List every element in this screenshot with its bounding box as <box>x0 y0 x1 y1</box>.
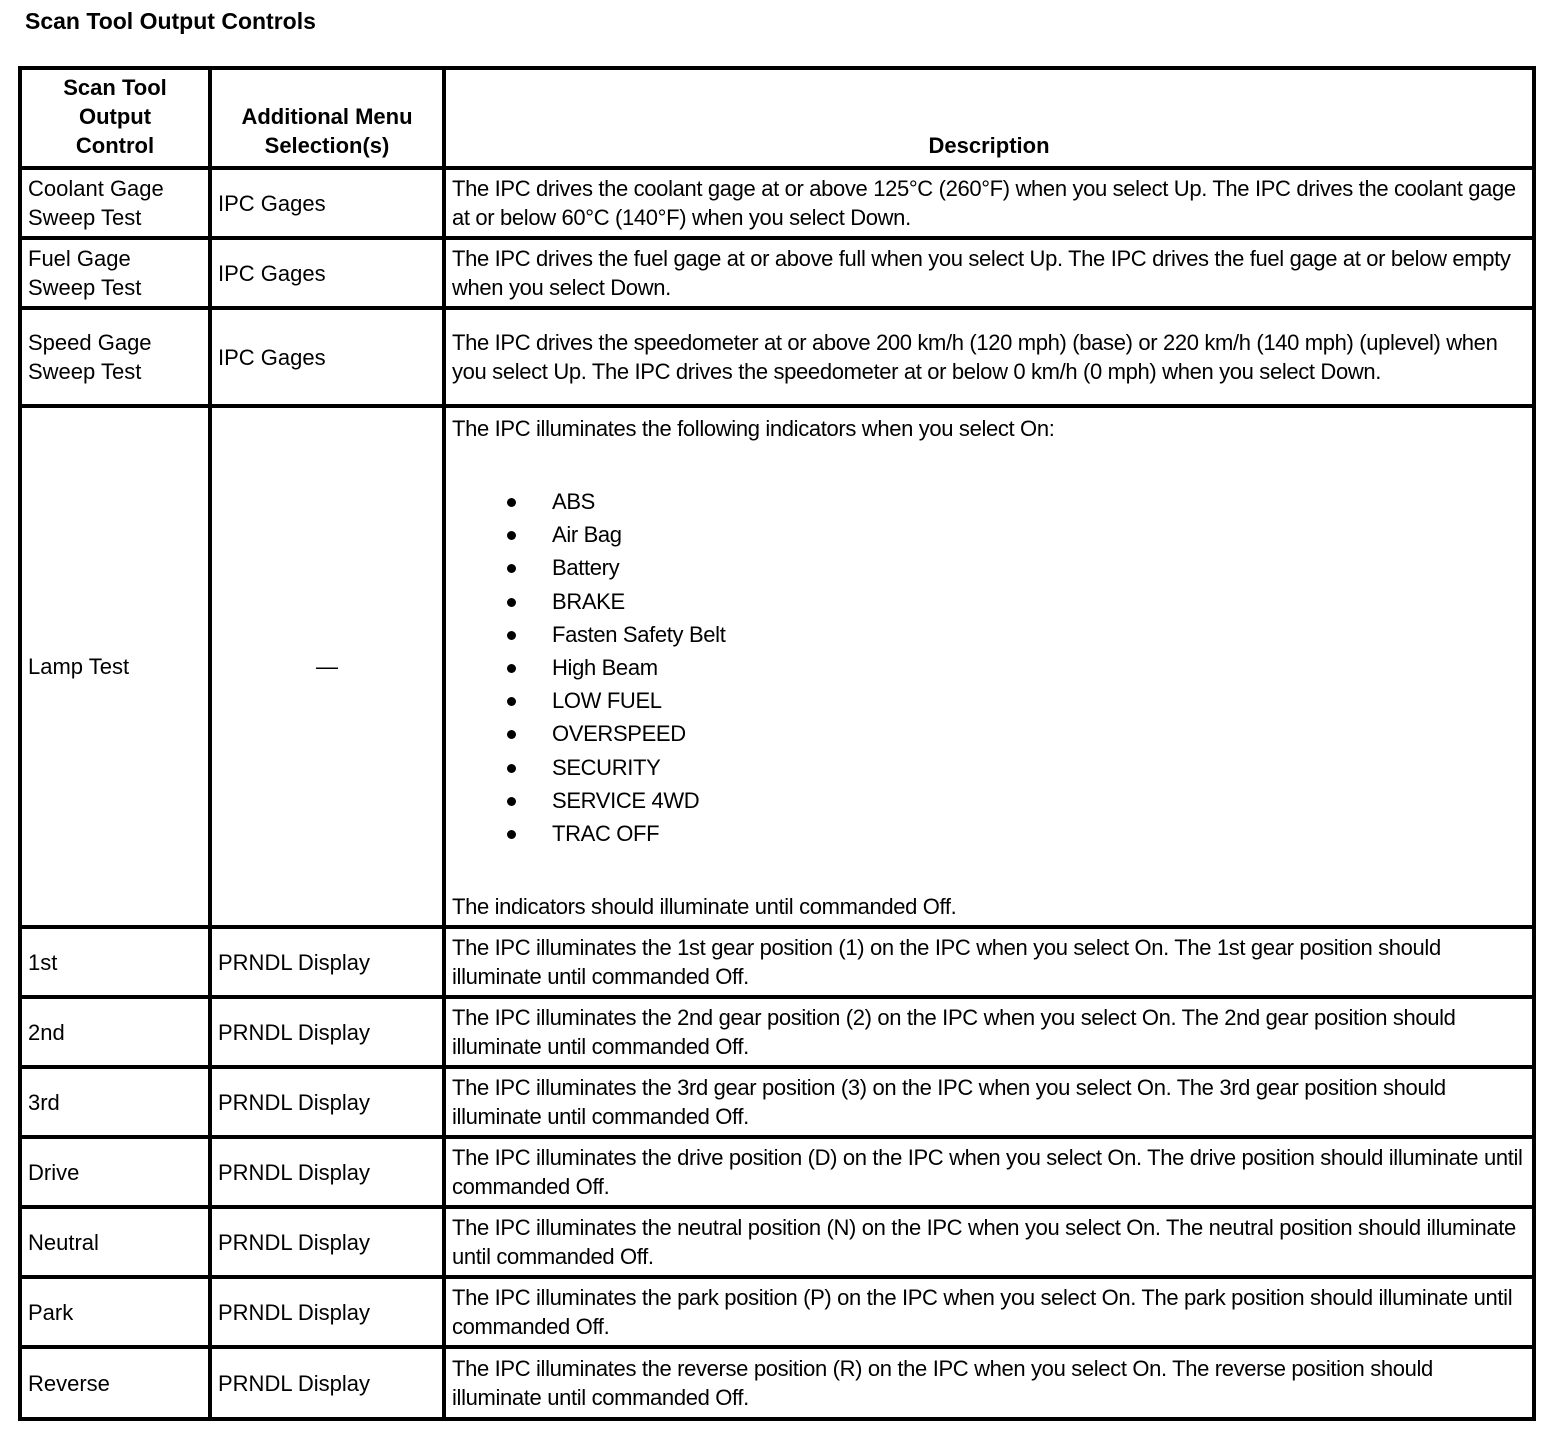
table-row <box>20 1277 1534 1347</box>
menu-cell: PRNDL Display <box>210 927 444 997</box>
menu-cell: PRNDL Display <box>210 1347 444 1419</box>
control-line: Coolant Gage <box>28 176 164 201</box>
control-line: Fuel Gage <box>28 246 131 271</box>
control-cell: 3rd <box>20 1067 210 1137</box>
lamp-intro: The IPC illuminates the following indicators when you select On: <box>452 416 1055 441</box>
control-cell: Neutral <box>20 1207 210 1277</box>
menu-cell: PRNDL Display <box>210 1277 444 1347</box>
table-row <box>20 308 1534 406</box>
control-cell <box>20 238 210 308</box>
header-scan-tool-output-control <box>20 68 210 168</box>
table-row <box>20 1207 1534 1277</box>
indicator-label: TRAC OFF <box>552 820 660 846</box>
table-row <box>20 1137 1534 1207</box>
table-row <box>20 238 1534 308</box>
header-line: Additional Menu <box>241 104 413 129</box>
indicator-list <box>452 485 1526 850</box>
control-cell: Reverse <box>20 1347 210 1419</box>
description-cell: The IPC illuminates the reverse position (R) on the IPC when you select On. The reverse position should illuminate until commanded Off. <box>444 1347 1534 1419</box>
control-cell: Lamp Test <box>20 406 210 927</box>
menu-cell: PRNDL Display <box>210 1207 444 1277</box>
table-row <box>20 997 1534 1067</box>
indicator-label: Air Bag <box>552 522 622 548</box>
bullet-icon <box>507 531 516 540</box>
indicator-label: High Beam <box>552 654 658 680</box>
control-line: Sweep Test <box>28 275 142 300</box>
table-row <box>20 168 1534 238</box>
header-line: Output <box>78 104 152 129</box>
list-item <box>452 618 1526 651</box>
indicator-label: OVERSPEED <box>552 721 686 747</box>
indicator-label: SERVICE 4WD <box>552 787 700 813</box>
bullet-icon <box>507 664 516 673</box>
description-cell: The IPC illuminates the neutral position (N) on the IPC when you select On. The neutral position should illuminate until commanded Off. <box>444 1207 1534 1277</box>
list-item <box>452 817 1526 850</box>
control-cell <box>20 168 210 238</box>
list-item <box>452 485 1526 518</box>
header-line: Selection(s) <box>264 133 390 158</box>
list-item <box>452 651 1526 684</box>
list-item <box>452 717 1526 750</box>
table-row-lamp-test <box>20 406 1534 927</box>
menu-cell: PRNDL Display <box>210 1067 444 1137</box>
header-description: Description <box>444 68 1534 168</box>
bullet-icon <box>507 764 516 773</box>
table-row <box>20 1067 1534 1137</box>
bullet-icon <box>507 797 516 806</box>
table-row <box>20 927 1534 997</box>
control-cell: Drive <box>20 1137 210 1207</box>
control-line: Speed Gage <box>28 330 152 355</box>
description-cell: The IPC illuminates the 3rd gear position (3) on the IPC when you select On. The 3rd gear position should illuminate until commanded Off. <box>444 1067 1534 1137</box>
description-cell: The IPC drives the speedometer at or above 200 km/h (120 mph) (base) or 220 km/h (140 mph) (uplevel) when you select Up. The IPC drives the speedometer at or below 0 km/h (0 mph) when you select Down. <box>444 308 1534 406</box>
list-item <box>452 751 1526 784</box>
menu-cell-none: — <box>210 406 444 927</box>
control-cell: 1st <box>20 927 210 997</box>
indicator-label: SECURITY <box>552 754 661 780</box>
bullet-icon <box>507 830 516 839</box>
header-line: Control <box>75 133 155 158</box>
control-line: Sweep Test <box>28 205 142 230</box>
control-cell: 2nd <box>20 997 210 1067</box>
bullet-icon <box>507 730 516 739</box>
indicator-label: ABS <box>552 489 595 514</box>
bullet-icon <box>507 697 516 706</box>
control-cell: Park <box>20 1277 210 1347</box>
list-item <box>452 784 1526 817</box>
bullet-icon <box>507 631 516 640</box>
description-cell <box>444 406 1534 927</box>
description-cell: The IPC drives the coolant gage at or above 125°C (260°F) when you select Up. The IPC drives the coolant gage at or below 60°C (140°F) when you select Down. <box>444 168 1534 238</box>
page-title: Scan Tool Output Controls <box>25 8 316 34</box>
bullet-icon <box>507 598 516 607</box>
menu-cell: IPC Gages <box>210 168 444 238</box>
description-cell: The IPC illuminates the drive position (D) on the IPC when you select On. The drive position should illuminate until commanded Off. <box>444 1137 1534 1207</box>
list-item <box>452 684 1526 717</box>
menu-cell: PRNDL Display <box>210 997 444 1067</box>
indicator-label: BRAKE <box>552 588 625 614</box>
lamp-outro: The indicators should illuminate until commanded Off. <box>452 894 957 920</box>
control-line: Sweep Test <box>28 359 142 384</box>
description-cell: The IPC illuminates the 1st gear position (1) on the IPC when you select On. The 1st gear position should illuminate until commanded Off. <box>444 927 1534 997</box>
indicator-label: Fasten Safety Belt <box>552 621 726 647</box>
menu-cell: IPC Gages <box>210 238 444 308</box>
description-cell: The IPC drives the fuel gage at or above full when you select Up. The IPC drives the fuel gage at or below empty when you select Down. <box>444 238 1534 308</box>
indicator-label: LOW FUEL <box>552 688 662 714</box>
list-item <box>452 518 1526 551</box>
bullet-icon <box>507 498 516 507</box>
table-header-row <box>20 68 1534 168</box>
list-item <box>452 585 1526 618</box>
header-additional-menu-selections <box>210 68 444 168</box>
menu-cell: PRNDL Display <box>210 1137 444 1207</box>
description-cell: The IPC illuminates the 2nd gear position (2) on the IPC when you select On. The 2nd gear position should illuminate until commanded Off. <box>444 997 1534 1067</box>
list-item <box>452 551 1526 584</box>
indicator-label: Battery <box>552 555 620 581</box>
control-cell <box>20 308 210 406</box>
menu-cell: IPC Gages <box>210 308 444 406</box>
output-controls-table <box>18 66 1536 1421</box>
table-row <box>20 1347 1534 1419</box>
description-cell: The IPC illuminates the park position (P) on the IPC when you select On. The park position should illuminate until commanded Off. <box>444 1277 1534 1347</box>
bullet-icon <box>507 564 516 573</box>
header-line: Scan Tool <box>63 75 167 100</box>
